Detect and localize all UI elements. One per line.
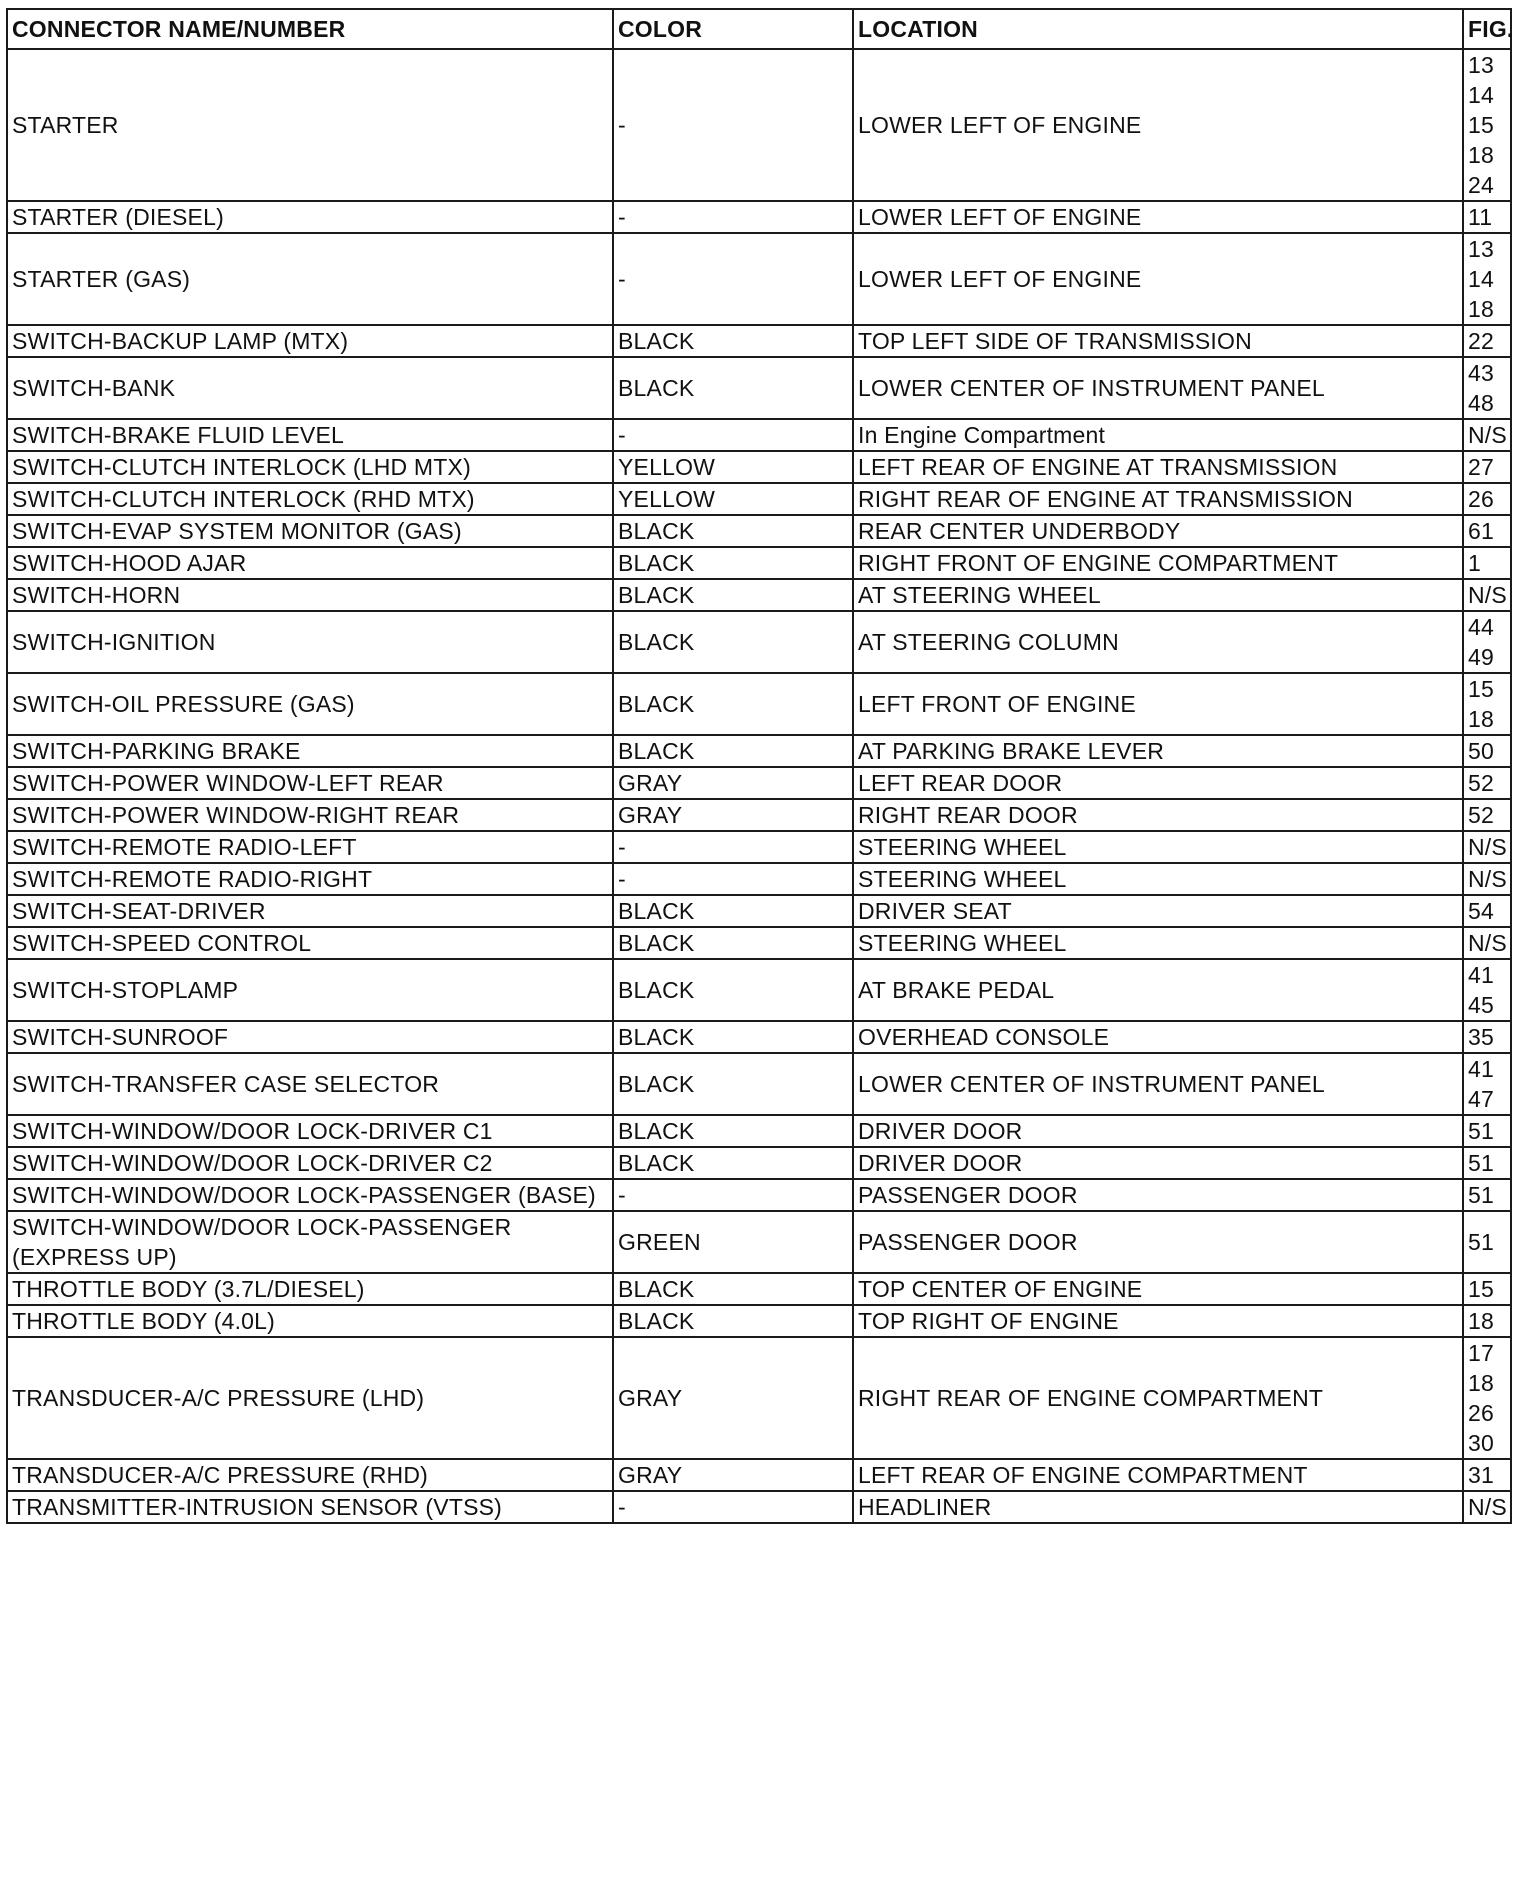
table-row xyxy=(7,1491,1511,1523)
color-cell: - xyxy=(613,201,853,233)
color-cell: GRAY xyxy=(613,767,853,799)
connector-name-cell: SWITCH-REMOTE RADIO-LEFT xyxy=(7,831,613,863)
location-cell: AT BRAKE PEDAL xyxy=(853,959,1463,1021)
fig-cell xyxy=(1463,579,1511,611)
location-cell: AT STEERING COLUMN xyxy=(853,611,1463,673)
location-cell: REAR CENTER UNDERBODY xyxy=(853,515,1463,547)
color-cell: BLACK xyxy=(613,959,853,1021)
table-row xyxy=(7,1337,1511,1459)
location-cell: LOWER LEFT OF ENGINE xyxy=(853,201,1463,233)
table-row xyxy=(7,515,1511,547)
color-cell: - xyxy=(613,49,853,201)
fig-number: N/S xyxy=(1468,422,1507,448)
location-cell: LOWER CENTER OF INSTRUMENT PANEL xyxy=(853,1053,1463,1115)
connector-name-cell: SWITCH-POWER WINDOW-LEFT REAR xyxy=(7,767,613,799)
table-row xyxy=(7,233,1511,325)
location-cell: PASSENGER DOOR xyxy=(853,1179,1463,1211)
color-cell: - xyxy=(613,1179,853,1211)
table-row xyxy=(7,1021,1511,1053)
connector-name-cell: SWITCH-IGNITION xyxy=(7,611,613,673)
fig-number: 22 xyxy=(1468,328,1494,354)
fig-number: 51 xyxy=(1468,1118,1494,1144)
color-cell: YELLOW xyxy=(613,451,853,483)
location-cell: PASSENGER DOOR xyxy=(853,1211,1463,1273)
table-row xyxy=(7,357,1511,419)
fig-cell xyxy=(1463,1459,1511,1491)
fig-cell xyxy=(1463,1115,1511,1147)
fig-cell xyxy=(1463,1147,1511,1179)
table-row xyxy=(7,325,1511,357)
fig-cell xyxy=(1463,1273,1511,1305)
fig-number: N/S xyxy=(1468,866,1507,892)
location-cell: TOP RIGHT OF ENGINE xyxy=(853,1305,1463,1337)
location-cell: LOWER LEFT OF ENGINE xyxy=(853,233,1463,325)
color-cell: BLACK xyxy=(613,673,853,735)
fig-number: 51 xyxy=(1468,1182,1494,1208)
header-row xyxy=(7,9,1511,49)
header-fig: FIG. xyxy=(1463,9,1511,49)
color-cell: BLACK xyxy=(613,1021,853,1053)
fig-number: 48 xyxy=(1468,390,1494,416)
table-row xyxy=(7,1273,1511,1305)
color-cell: GRAY xyxy=(613,1459,853,1491)
fig-cell xyxy=(1463,1305,1511,1337)
fig-number: 15 xyxy=(1468,112,1494,138)
fig-cell xyxy=(1463,49,1511,201)
location-cell: LEFT FRONT OF ENGINE xyxy=(853,673,1463,735)
connector-name-cell: SWITCH-EVAP SYSTEM MONITOR (GAS) xyxy=(7,515,613,547)
fig-number: 1 xyxy=(1468,550,1481,576)
color-cell: - xyxy=(613,419,853,451)
connector-name-cell: SWITCH-TRANSFER CASE SELECTOR xyxy=(7,1053,613,1115)
table-row xyxy=(7,1147,1511,1179)
location-cell: RIGHT FRONT OF ENGINE COMPARTMENT xyxy=(853,547,1463,579)
connector-name-cell: SWITCH-BRAKE FLUID LEVEL xyxy=(7,419,613,451)
fig-number: N/S xyxy=(1468,930,1507,956)
table-row xyxy=(7,579,1511,611)
fig-cell xyxy=(1463,927,1511,959)
connector-name-cell: TRANSMITTER-INTRUSION SENSOR (VTSS) xyxy=(7,1491,613,1523)
location-cell: LEFT REAR DOOR xyxy=(853,767,1463,799)
fig-number: 27 xyxy=(1468,454,1494,480)
location-cell: STEERING WHEEL xyxy=(853,927,1463,959)
fig-number: 31 xyxy=(1468,1462,1494,1488)
color-cell: - xyxy=(613,831,853,863)
color-cell: GREEN xyxy=(613,1211,853,1273)
fig-number: N/S xyxy=(1468,1494,1507,1520)
table-row xyxy=(7,419,1511,451)
table-row xyxy=(7,201,1511,233)
connector-name-cell: SWITCH-BACKUP LAMP (MTX) xyxy=(7,325,613,357)
fig-number: 44 xyxy=(1468,614,1494,640)
table-row xyxy=(7,959,1511,1021)
fig-number: 51 xyxy=(1468,1150,1494,1176)
color-cell: - xyxy=(613,1491,853,1523)
table-row xyxy=(7,1459,1511,1491)
color-cell: BLACK xyxy=(613,325,853,357)
table-row xyxy=(7,1053,1511,1115)
fig-number: 41 xyxy=(1468,962,1494,988)
table-row xyxy=(7,863,1511,895)
fig-number: 52 xyxy=(1468,770,1494,796)
location-cell: TOP LEFT SIDE OF TRANSMISSION xyxy=(853,325,1463,357)
color-cell: BLACK xyxy=(613,895,853,927)
location-cell: HEADLINER xyxy=(853,1491,1463,1523)
header-location: LOCATION xyxy=(853,9,1463,49)
fig-cell xyxy=(1463,325,1511,357)
location-cell: DRIVER DOOR xyxy=(853,1147,1463,1179)
table-row xyxy=(7,735,1511,767)
table-row xyxy=(7,611,1511,673)
color-cell: BLACK xyxy=(613,1273,853,1305)
location-cell: RIGHT REAR DOOR xyxy=(853,799,1463,831)
fig-number: N/S xyxy=(1468,834,1507,860)
fig-number: 52 xyxy=(1468,802,1494,828)
fig-number: 18 xyxy=(1468,142,1494,168)
location-cell: DRIVER SEAT xyxy=(853,895,1463,927)
location-cell: LEFT REAR OF ENGINE AT TRANSMISSION xyxy=(853,451,1463,483)
fig-number: 41 xyxy=(1468,1056,1494,1082)
table-row xyxy=(7,831,1511,863)
connector-name-cell: THROTTLE BODY (3.7L/DIESEL) xyxy=(7,1273,613,1305)
fig-number: N/S xyxy=(1468,582,1507,608)
table-row xyxy=(7,895,1511,927)
fig-cell xyxy=(1463,1337,1511,1459)
fig-number: 24 xyxy=(1468,172,1494,198)
fig-number: 18 xyxy=(1468,1370,1494,1396)
color-cell: BLACK xyxy=(613,611,853,673)
header-connector-name: CONNECTOR NAME/NUMBER xyxy=(7,9,613,49)
table-row xyxy=(7,1115,1511,1147)
color-cell: GRAY xyxy=(613,1337,853,1459)
fig-number: 54 xyxy=(1468,898,1494,924)
table-row xyxy=(7,1305,1511,1337)
connector-name-cell: SWITCH-POWER WINDOW-RIGHT REAR xyxy=(7,799,613,831)
connector-name-cell: SWITCH-PARKING BRAKE xyxy=(7,735,613,767)
fig-number: 26 xyxy=(1468,1400,1494,1426)
connector-name-cell: SWITCH-WINDOW/DOOR LOCK-PASSENGER (EXPRESS UP) xyxy=(7,1211,613,1273)
connector-name-cell: SWITCH-CLUTCH INTERLOCK (LHD MTX) xyxy=(7,451,613,483)
table-row xyxy=(7,1211,1511,1273)
location-cell: LOWER CENTER OF INSTRUMENT PANEL xyxy=(853,357,1463,419)
fig-cell xyxy=(1463,419,1511,451)
location-cell: TOP CENTER OF ENGINE xyxy=(853,1273,1463,1305)
connector-name-cell: SWITCH-SEAT-DRIVER xyxy=(7,895,613,927)
fig-cell xyxy=(1463,233,1511,325)
connector-name-cell: SWITCH-BANK xyxy=(7,357,613,419)
fig-cell xyxy=(1463,673,1511,735)
location-cell: RIGHT REAR OF ENGINE COMPARTMENT xyxy=(853,1337,1463,1459)
table-row xyxy=(7,451,1511,483)
location-cell: AT STEERING WHEEL xyxy=(853,579,1463,611)
connector-name-cell: STARTER xyxy=(7,49,613,201)
table-row xyxy=(7,673,1511,735)
fig-number: 18 xyxy=(1468,1308,1494,1334)
fig-number: 43 xyxy=(1468,360,1494,386)
connector-name-cell: SWITCH-WINDOW/DOOR LOCK-DRIVER C1 xyxy=(7,1115,613,1147)
connector-name-cell: SWITCH-HORN xyxy=(7,579,613,611)
location-cell: DRIVER DOOR xyxy=(853,1115,1463,1147)
fig-cell xyxy=(1463,799,1511,831)
location-cell: STEERING WHEEL xyxy=(853,863,1463,895)
fig-cell xyxy=(1463,547,1511,579)
fig-number: 17 xyxy=(1468,1340,1494,1366)
table-row xyxy=(7,49,1511,201)
color-cell: - xyxy=(613,233,853,325)
fig-cell xyxy=(1463,735,1511,767)
connector-name-cell: STARTER (GAS) xyxy=(7,233,613,325)
fig-cell xyxy=(1463,959,1511,1021)
fig-number: 18 xyxy=(1468,706,1494,732)
fig-number: 11 xyxy=(1468,204,1493,230)
color-cell: GRAY xyxy=(613,799,853,831)
fig-cell xyxy=(1463,611,1511,673)
table-row xyxy=(7,547,1511,579)
table-row xyxy=(7,483,1511,515)
fig-number: 26 xyxy=(1468,486,1494,512)
color-cell: BLACK xyxy=(613,357,853,419)
table-row xyxy=(7,767,1511,799)
fig-number: 13 xyxy=(1468,52,1494,78)
color-cell: BLACK xyxy=(613,1053,853,1115)
location-cell: OVERHEAD CONSOLE xyxy=(853,1021,1463,1053)
connector-name-cell: THROTTLE BODY (4.0L) xyxy=(7,1305,613,1337)
connector-table-page xyxy=(6,8,1514,1524)
color-cell: BLACK xyxy=(613,515,853,547)
fig-number: 35 xyxy=(1468,1024,1494,1050)
connector-name-cell: SWITCH-REMOTE RADIO-RIGHT xyxy=(7,863,613,895)
fig-cell xyxy=(1463,1053,1511,1115)
fig-number: 47 xyxy=(1468,1086,1494,1112)
fig-cell xyxy=(1463,767,1511,799)
fig-number: 14 xyxy=(1468,82,1494,108)
fig-number: 49 xyxy=(1468,644,1494,670)
connector-name-cell: SWITCH-OIL PRESSURE (GAS) xyxy=(7,673,613,735)
connector-name-cell: SWITCH-CLUTCH INTERLOCK (RHD MTX) xyxy=(7,483,613,515)
connector-name-cell: SWITCH-HOOD AJAR xyxy=(7,547,613,579)
fig-number: 18 xyxy=(1468,296,1494,322)
connector-name-cell: SWITCH-SPEED CONTROL xyxy=(7,927,613,959)
fig-cell xyxy=(1463,201,1511,233)
fig-number: 50 xyxy=(1468,738,1494,764)
fig-cell xyxy=(1463,483,1511,515)
connector-name-cell: STARTER (DIESEL) xyxy=(7,201,613,233)
table-header xyxy=(7,9,1514,49)
table-row xyxy=(7,799,1511,831)
color-cell: BLACK xyxy=(613,1147,853,1179)
color-cell: - xyxy=(613,863,853,895)
fig-cell xyxy=(1463,831,1511,863)
fig-number: 15 xyxy=(1468,676,1494,702)
fig-cell xyxy=(1463,1211,1511,1273)
connector-name-cell: TRANSDUCER-A/C PRESSURE (RHD) xyxy=(7,1459,613,1491)
fig-number: 15 xyxy=(1468,1276,1494,1302)
connector-name-cell: SWITCH-WINDOW/DOOR LOCK-DRIVER C2 xyxy=(7,1147,613,1179)
table-row xyxy=(7,927,1511,959)
color-cell: BLACK xyxy=(613,1115,853,1147)
connector-name-cell: TRANSDUCER-A/C PRESSURE (LHD) xyxy=(7,1337,613,1459)
header-color: COLOR xyxy=(613,9,853,49)
fig-cell xyxy=(1463,1179,1511,1211)
fig-cell xyxy=(1463,863,1511,895)
connector-name-cell: SWITCH-STOPLAMP xyxy=(7,959,613,1021)
location-cell: LOWER LEFT OF ENGINE xyxy=(853,49,1463,201)
location-cell: STEERING WHEEL xyxy=(853,831,1463,863)
fig-cell xyxy=(1463,895,1511,927)
fig-cell xyxy=(1463,451,1511,483)
fig-number: 14 xyxy=(1468,266,1494,292)
color-cell: BLACK xyxy=(613,579,853,611)
color-cell: BLACK xyxy=(613,735,853,767)
color-cell: BLACK xyxy=(613,927,853,959)
color-cell: BLACK xyxy=(613,547,853,579)
color-cell: YELLOW xyxy=(613,483,853,515)
connector-name-cell: SWITCH-SUNROOF xyxy=(7,1021,613,1053)
location-cell: In Engine Compartment xyxy=(853,419,1463,451)
fig-number: 13 xyxy=(1468,236,1494,262)
connector-table xyxy=(6,8,1512,1524)
fig-cell xyxy=(1463,1491,1511,1523)
color-cell: BLACK xyxy=(613,1305,853,1337)
fig-number: 61 xyxy=(1468,518,1494,544)
fig-number: 30 xyxy=(1468,1430,1494,1456)
table-row xyxy=(7,1179,1511,1211)
fig-number: 51 xyxy=(1468,1229,1494,1255)
location-cell: AT PARKING BRAKE LEVER xyxy=(853,735,1463,767)
fig-cell xyxy=(1463,1021,1511,1053)
location-cell: LEFT REAR OF ENGINE COMPARTMENT xyxy=(853,1459,1463,1491)
connector-name-cell: SWITCH-WINDOW/DOOR LOCK-PASSENGER (BASE) xyxy=(7,1179,613,1211)
fig-cell xyxy=(1463,515,1511,547)
location-cell: RIGHT REAR OF ENGINE AT TRANSMISSION xyxy=(853,483,1463,515)
table-body xyxy=(7,49,1511,1523)
fig-number: 45 xyxy=(1468,992,1494,1018)
fig-cell xyxy=(1463,357,1511,419)
